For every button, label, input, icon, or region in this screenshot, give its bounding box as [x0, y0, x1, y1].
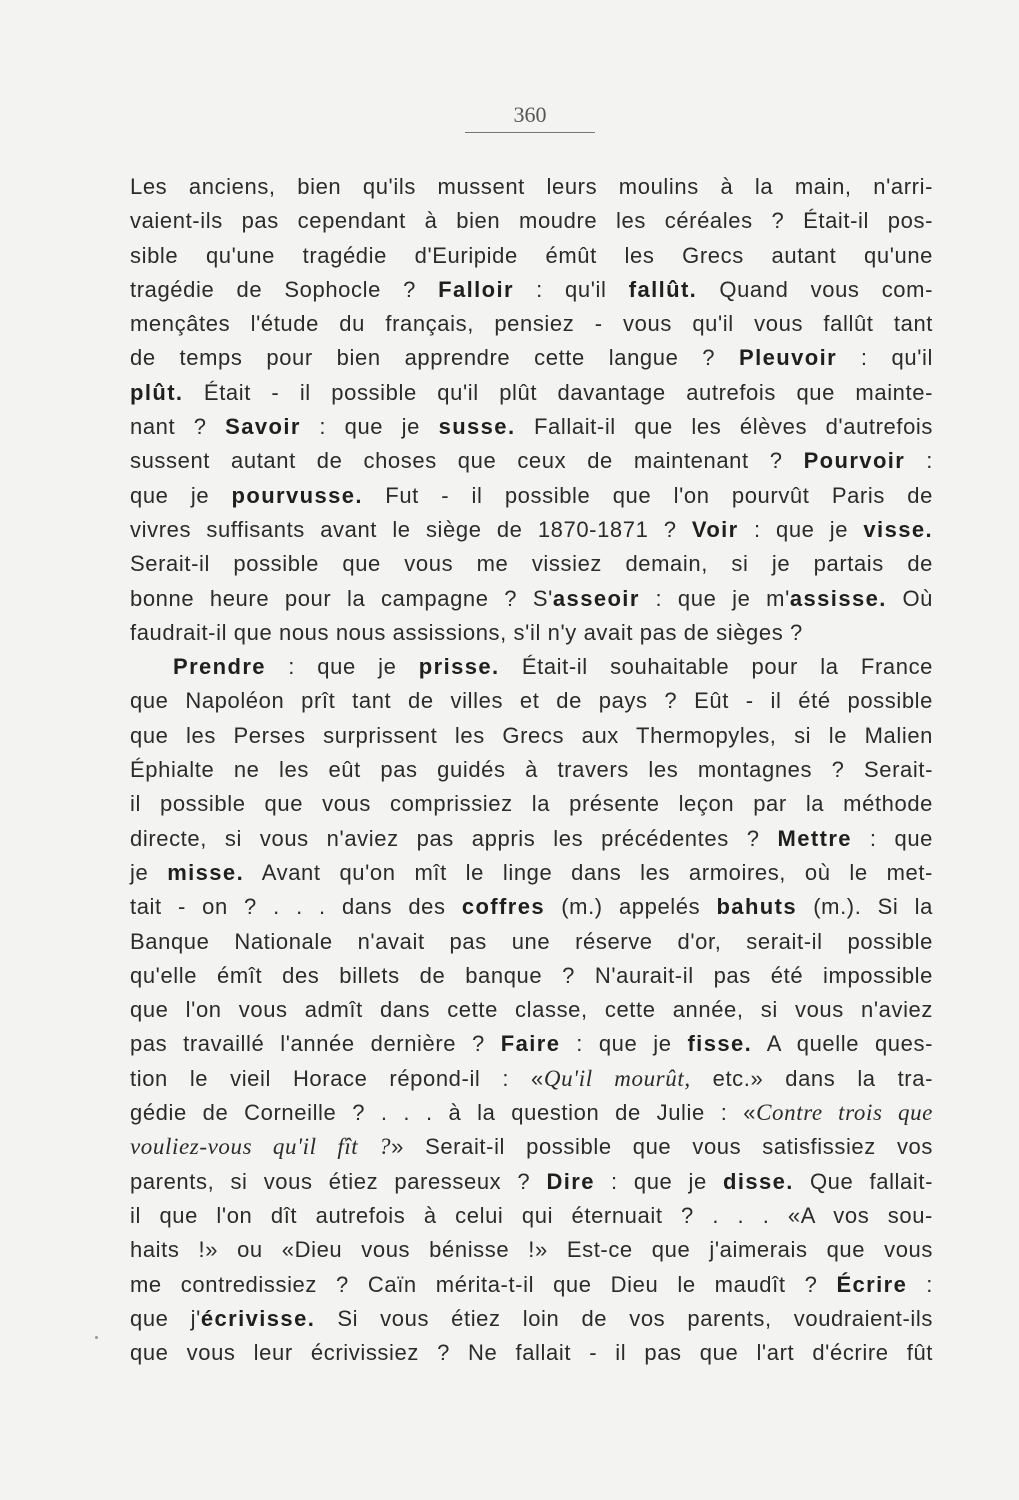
keyword-bold: susse. [438, 414, 516, 440]
text-line [130, 616, 933, 650]
text-run: sussent autant de choses que ceux de maintenant ? [130, 448, 804, 474]
body-text [130, 170, 933, 1370]
keyword-bold: assisse. [789, 585, 887, 611]
quote-italic: Contre trois que [756, 1100, 933, 1126]
text-run: Quand vous com- [697, 276, 933, 302]
keyword-bold: prisse. [418, 654, 500, 680]
text-line [130, 410, 933, 444]
margin-mark [95, 1336, 98, 1339]
text-line [130, 1027, 933, 1061]
text-run: que l'on vous admît dans cette classe, cette année, si vous n'aviez [130, 997, 933, 1023]
text-run: tait - on ? . . . dans des [130, 894, 462, 920]
text-run: que vous leur écrivissiez ? Ne fallait - il pas que l'art d'écrire fût [130, 1340, 933, 1366]
text-run: vivres suffisants avant le siège de 1870-1871 ? [130, 516, 692, 542]
keyword-bold: Pleuvoir [739, 345, 838, 371]
text-line [130, 547, 933, 581]
text-run: Fallait-il que les élèves d'autrefois [515, 414, 934, 440]
text-run: je [130, 859, 168, 885]
text-run: il que l'on dît autrefois à celui qui éternuait ? . . . «A vos sou- [130, 1202, 933, 1228]
text-line [130, 273, 933, 307]
text-run: : que je [300, 414, 439, 440]
keyword-bold: Pourvoir [803, 448, 906, 474]
text-line [130, 959, 933, 993]
text-line [130, 1062, 933, 1096]
text-line [130, 1130, 933, 1164]
text-line [130, 1096, 933, 1130]
keyword-bold: plût. [130, 379, 184, 405]
keyword-bold: Falloir [438, 276, 514, 302]
text-line [130, 444, 933, 478]
text-run: nant ? [130, 414, 226, 440]
keyword-bold: bahuts [716, 894, 797, 920]
text-line [130, 1199, 933, 1233]
text-line [130, 856, 933, 890]
text-line [130, 376, 933, 410]
text-run: : que je [560, 1031, 688, 1057]
text-run: Éphialte ne les eût pas guidés à travers les montagnes ? Serait- [130, 757, 933, 783]
keyword-bold: disse. [723, 1168, 794, 1194]
text-line [130, 307, 933, 341]
text-line [130, 239, 933, 273]
text-line [130, 479, 933, 513]
text-run: Avant qu'on mît le linge dans les armoires, où le met- [244, 859, 933, 885]
text-line [130, 170, 933, 204]
page-number: 360 [465, 102, 595, 133]
text-line [130, 204, 933, 238]
keyword-bold: Faire [500, 1031, 561, 1057]
keyword-bold: fisse. [687, 1031, 753, 1057]
text-run: que j' [130, 1305, 201, 1331]
text-run: : qu'il [513, 276, 629, 302]
text-run: que les Perses surprissent les Grecs aux Thermopyles, si le Malien [130, 722, 933, 748]
text-run: » Serait-il possible que vous satisfissiez vos [391, 1134, 933, 1160]
text-run: pas travaillé l'année dernière ? [130, 1031, 501, 1057]
text-line [130, 1233, 933, 1267]
keyword-bold: Savoir [225, 414, 301, 440]
text-line [130, 684, 933, 718]
text-line [130, 513, 933, 547]
text-run: haits !» ou «Dieu vous bénisse !» Est-ce que j'aimerais que vous [130, 1237, 933, 1263]
text-run: gédie de Corneille ? . . . à la question de Julie : « [130, 1100, 757, 1126]
text-run: A quelle ques- [752, 1031, 933, 1057]
keyword-bold: fallût. [628, 276, 698, 302]
text-line [130, 753, 933, 787]
keyword-bold: Prendre [173, 654, 266, 680]
text-run: : [907, 1271, 933, 1297]
text-line [130, 1336, 933, 1370]
text-run: de temps pour bien apprendre cette langue ? [130, 345, 740, 371]
text-run: Banque Nationale n'avait pas une réserve d'or, serait-il possible [130, 928, 933, 954]
text-line [130, 341, 933, 375]
text-line [130, 1165, 933, 1199]
text-line [130, 650, 933, 684]
text-run: Était-il souhaitable pour la France [499, 654, 933, 680]
text-run: vaient-ils pas cependant à bien moudre les céréales ? Était-il pos- [130, 208, 933, 234]
text-line [130, 925, 933, 959]
text-run: Que fallait- [793, 1168, 934, 1194]
text-run: tion le vieil Horace répond-il : « [130, 1065, 544, 1091]
text-run: (m.). Si la [796, 894, 933, 920]
text-run: tragédie de Sophocle ? [130, 276, 439, 302]
text-run: : que je [265, 654, 419, 680]
text-line [130, 787, 933, 821]
keyword-bold: Écrire [836, 1271, 908, 1297]
text-run: il possible que vous comprissiez la présente leçon par la méthode [130, 791, 933, 817]
text-run: Était - il possible qu'il plût davantage autrefois que mainte- [183, 379, 933, 405]
text-run: bonne heure pour la campagne ? S' [130, 585, 553, 611]
text-run: sible qu'une tragédie d'Euripide émût les Grecs autant qu'une [130, 242, 933, 268]
text-run: me contredissiez ? Caïn mérita-t-il que Dieu le maudît ? [130, 1271, 837, 1297]
text-run: : que je [738, 516, 864, 542]
text-run: Si vous étiez loin de vos parents, voudraient-ils [315, 1305, 934, 1331]
text-run: Fut - il possible que l'on pourvût Paris de [362, 482, 933, 508]
text-run: etc.» dans la tra- [690, 1065, 933, 1091]
quote-italic: Qu'il mourût, [543, 1065, 691, 1091]
text-run: : que [851, 825, 933, 851]
text-line [130, 582, 933, 616]
text-run: que Napoléon prît tant de villes et de pays ? Eût - il été possible [130, 688, 933, 714]
text-run: Où [886, 585, 934, 611]
quote-italic: vouliez-vous qu'il fît ? [130, 1134, 392, 1160]
text-run: : que je [594, 1168, 724, 1194]
keyword-bold: asseoir [552, 585, 640, 611]
text-run: : que je m' [639, 585, 790, 611]
text-run: qu'elle émît des billets de banque ? N'aurait-il pas été impossible [130, 962, 933, 988]
keyword-bold: misse. [167, 859, 245, 885]
text-run: Les anciens, bien qu'ils mussent leurs moulins à la main, n'arri- [130, 174, 933, 199]
text-line [130, 1302, 933, 1336]
text-run: faudrait-il que nous nous assissions, s'il n'y avait pas de sièges ? [130, 619, 803, 645]
text-run: : [905, 448, 933, 474]
text-run: parents, si vous étiez paresseux ? [130, 1168, 547, 1194]
keyword-bold: écrivisse. [200, 1305, 316, 1331]
text-run: (m.) appelés [545, 894, 717, 920]
keyword-bold: coffres [461, 894, 545, 920]
text-run: mençâtes l'étude du français, pensiez - vous qu'il vous fallût tant [130, 311, 933, 337]
keyword-bold: Dire [546, 1168, 595, 1194]
text-run: : qu'il [837, 345, 933, 371]
text-line [130, 1268, 933, 1302]
keyword-bold: visse. [863, 516, 933, 542]
text-run: Serait-il possible que vous me vissiez demain, si je partais de [130, 551, 933, 577]
text-line [130, 993, 933, 1027]
keyword-bold: Voir [691, 516, 739, 542]
keyword-bold: pourvusse. [231, 482, 363, 508]
text-line [130, 822, 933, 856]
text-line [130, 719, 933, 753]
text-run: que je [130, 482, 232, 508]
text-run: directe, si vous n'aviez pas appris les précédentes ? [130, 825, 778, 851]
keyword-bold: Mettre [777, 825, 852, 851]
text-line [130, 890, 933, 924]
